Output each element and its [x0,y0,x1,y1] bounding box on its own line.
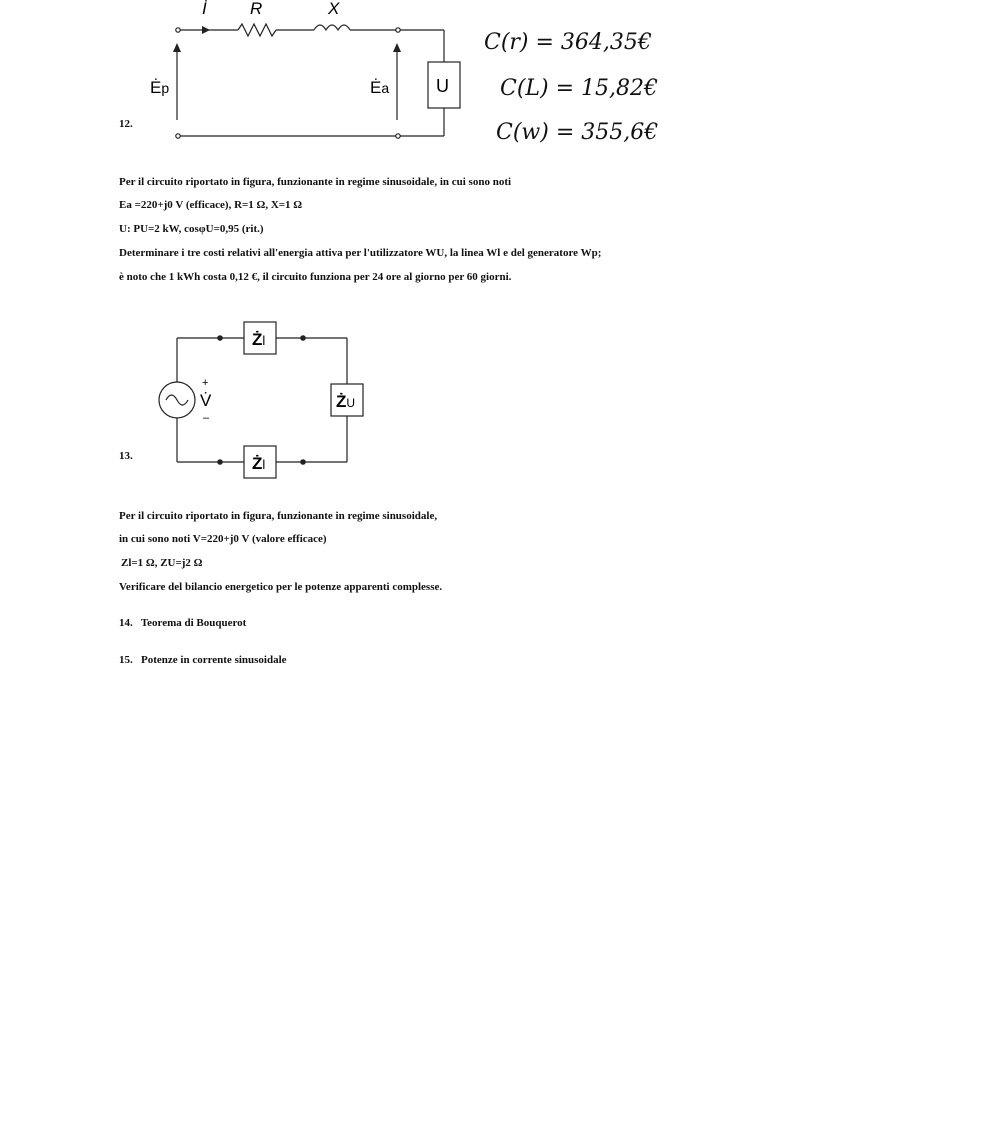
topic-14 [119,616,246,630]
problem-13-line-2: in cui sono noti V=220+j0 V (valore efficace) [119,533,327,545]
reactance-label: X [328,0,340,18]
handwritten-answer-3: C(w) = 355,6€ [496,120,659,145]
problem-13-number: 13. [119,450,133,462]
source-plus: + [202,377,209,389]
resistor-label: R [250,0,263,18]
topic-14-title: Teorema di Bouquerot [140,617,247,629]
topic-15-title: Potenze in corrente sinusoidale [141,654,287,666]
handwritten-answer-2: C(L) = 15,82€ [500,76,659,101]
problem-13-line-1: Per il circuito riportato in figura, funzionante in regime sinusoidale, [119,510,438,522]
problem-12-line-4: Determinare i tre costi relativi all'energia attiva per l'utilizzatore WU, la linea Wl e del generatore Wp; [119,247,602,259]
z-load-label: ŻU [336,392,356,411]
problem-12-line-3: U: PU=2 kW, cosφU=0,95 (rit.) [119,223,264,235]
topic-15 [119,653,287,667]
topic-15-number: 15. [119,654,133,666]
problem-12-line-2: Ea =220+j0 V (efficace), R=1 Ω, X=1 Ω [119,199,303,211]
circuit-12-diagram [0,0,480,150]
problem-12-number: 12. [119,118,133,130]
z-bottom-label: Żl [252,454,266,473]
problem-12-line-5: è noto che 1 kWh costa 0,12 €, il circuito funziona per 24 ore al giorno per 60 giorni. [119,271,512,283]
circuit-13-diagram [0,300,400,490]
source-minus: – [203,412,210,424]
handwritten-answer-1: C(r) = 364,35€ [484,30,652,55]
source-v-label: V̇ [200,391,212,410]
current-label: İ [202,0,207,18]
z-top-label: Żl [252,330,266,349]
load-u-label: U [436,76,449,96]
problem-13-line-4: Verificare del bilancio energetico per le potenze apparenti complesse. [119,581,443,593]
ep-label: Ėp [150,78,170,97]
problem-13-line-3: Zl=1 Ω, ZU=j2 Ω [121,557,203,569]
problem-12-line-1: Per il circuito riportato in figura, funzionante in regime sinusoidale, in cui sono noti [119,176,512,188]
topic-14-number: 14. [119,617,133,629]
ea-label: Ėa [370,78,390,97]
